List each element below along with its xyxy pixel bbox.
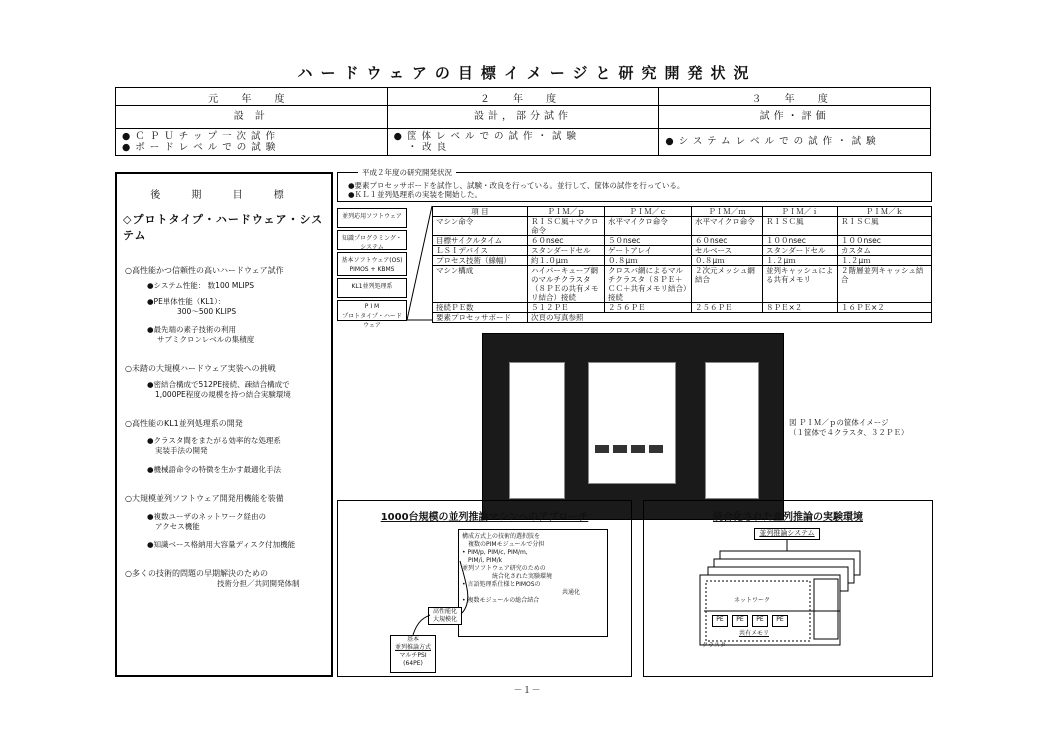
phase-detail-line: ●システムレベルでの試作・試験 [665, 136, 881, 147]
caption-line: （１筐体で４クラスタ、３２ＰＥ） [789, 428, 909, 437]
goal-item: 1,000PE程度の規模を持つ結合実験環境 [155, 390, 291, 399]
goal-item: ●密結合構成で512PE接続、疎結合構成で [147, 380, 290, 389]
column-header: ＰＩＭ／ｋ [838, 207, 932, 217]
status-box [337, 168, 932, 202]
table-cell: ５１２ＰＥ [528, 303, 605, 313]
table-cell: ２５６ＰＥ [692, 303, 763, 313]
table-cell: １６ＰＥ×２ [838, 303, 932, 313]
pe-box: PE [752, 615, 768, 627]
goal-item: ●機械語命令の特徴を生かす最適化手法 [147, 465, 282, 474]
pim-spec-table [432, 206, 932, 323]
column-header: ＰＩＭ／ｃ [605, 207, 692, 217]
table-cell: 約１.０μｍ [528, 256, 605, 266]
cabinet-panel [509, 362, 565, 499]
status-line: ●要素プロセッサボードを試作し、試験・改良を行っている。並行して、筐体の試作を行っている。 [348, 181, 685, 190]
phase-detail [116, 129, 388, 155]
cluster-label: クラスタ [702, 642, 726, 649]
environment-diagram [643, 500, 933, 677]
table-cell: ０.８μｍ [605, 256, 692, 266]
phase-detail-row [116, 129, 930, 155]
panel-title: 後 期 目 標 [150, 190, 298, 201]
status-heading: 平成２年度の研究開発状況 [358, 167, 456, 178]
phase-table [115, 87, 931, 156]
table-cell: ２次元メッシュ網結合 [692, 266, 763, 303]
cabinet-panel [588, 362, 676, 484]
panel-subtitle: ◇プロトタイプ・ハードウェア・システム [123, 213, 324, 242]
phase-goal: 試作・評価 [759, 111, 830, 122]
table-cell: １００nsec [838, 236, 932, 246]
table-cell: ゲートアレイ [605, 246, 692, 256]
table-cell: ＲＩＳＣ風＋マクロ命令 [528, 217, 605, 236]
goal-section [117, 363, 331, 400]
goal-item: ●PE単体性能（KL1）： [147, 297, 226, 306]
table-cell: ８ＰＥ×２ [763, 303, 838, 313]
goal-item: ●複数ユーザのネットワーク経由の [147, 512, 267, 521]
table-cell: １００nsec [763, 236, 838, 246]
table-cell: 目標サイクルタイム [433, 236, 528, 246]
table-cell: クロスバ網によるマルチクラスタ（８ＰＥ＋ＣＣ＋共有メモリ結合）接続 [605, 266, 692, 303]
table-row [433, 313, 932, 323]
page-number: －１－ [513, 686, 541, 696]
network-label: ネットワーク [733, 597, 770, 604]
goal-section [117, 265, 331, 345]
column-header: 項 目 [433, 207, 528, 217]
goal-heading: ○多くの技術的問題の早期解決のための [125, 569, 268, 578]
approach-diagram [337, 500, 632, 677]
table-cell: 次頁の写真参照 [528, 313, 932, 323]
table-row [433, 266, 932, 303]
box-line: マルチPSI [399, 652, 427, 659]
goal-item: 実装手法の開発 [155, 446, 208, 455]
table-cell: 並列キャッシュによる共有メモリ [763, 266, 838, 303]
diagram-title: 統合化された並列推論の実験環境 [713, 512, 863, 523]
box-line: 基本 [406, 636, 419, 643]
table-cell: セルベース [692, 246, 763, 256]
category-box: PIMOS + KBMS [337, 264, 407, 276]
phase-year-row [116, 88, 930, 106]
goal-section [117, 493, 331, 550]
box-line: PIM/i, PIM/k [468, 557, 503, 564]
phase-detail-line: ●筐体レベルでの試作・試験 [393, 131, 581, 142]
box-line: 構成方式上の技術的選択肢を [462, 533, 541, 540]
table-cell: スタンダードセル [528, 246, 605, 256]
table-cell: ＬＳＩデバイス [433, 246, 528, 256]
pe-box: PE [732, 615, 748, 627]
box-line: 並列ソフトウェア研究のための [462, 565, 546, 572]
phase-goal: 設 計 [116, 106, 388, 128]
phase-year: ３ 年 度 [751, 94, 838, 105]
table-cell: ０.８μｍ [692, 256, 763, 266]
box-line: 大規模化 [432, 616, 457, 623]
table-cell: 水平マイクロ命令 [605, 217, 692, 236]
table-cell: 接続ＰＥ数 [433, 303, 528, 313]
table-row [433, 303, 932, 313]
table-cell: 要素プロセッサボード [433, 313, 528, 323]
approach-arrows [338, 501, 633, 678]
box-line: • 複数モジュールの総合結合 [462, 597, 540, 604]
goal-item: 技術分担／共同開発体制 [217, 579, 300, 588]
phase-detail [659, 129, 930, 155]
goal-item: ●システム性能： 数100 MLIPS [147, 281, 255, 290]
table-cell: １.２μｍ [763, 256, 838, 266]
board-slots [595, 445, 665, 453]
phase-detail-line: ●ボードレベルでの試験 [122, 142, 281, 153]
category-box: P I M [337, 300, 407, 310]
box-line: 並列推論方式 [394, 644, 431, 651]
phase-detail [388, 129, 660, 155]
table-cell: ６０nsec [528, 236, 605, 246]
table-cell: ２５６ＰＥ [605, 303, 692, 313]
environment-drawing [644, 501, 934, 678]
table-cell: マシン構成 [433, 266, 528, 303]
later-goals-panel [115, 172, 333, 677]
table-cell: ６０nsec [692, 236, 763, 246]
box-line: • 言語処理系仕様とPIMOSの [462, 581, 541, 588]
goal-section [117, 418, 331, 475]
column-header: ＰＩＭ／ｐ [528, 207, 605, 217]
bracket-lines [407, 204, 433, 324]
table-row [433, 236, 932, 246]
table-cell: ２階層並列キャッシュ結合 [838, 266, 932, 303]
goal-item: アクセス機能 [155, 522, 200, 531]
box-line: 共通化 [562, 589, 581, 596]
category-box: KL1並列処理系 [337, 278, 407, 298]
table-row [433, 217, 932, 236]
goal-item: 300～500 KLIPS [177, 307, 237, 316]
goal-section [117, 568, 331, 589]
goal-heading: ○大規模並列ソフトウェア開発用機能を装備 [125, 494, 284, 503]
column-header: ＰＩＭ／ｍ [692, 207, 763, 217]
table-cell: ＲＩＳＣ風 [838, 217, 932, 236]
phase-detail-line: ●ＣＰＵチップ一次試作 [122, 131, 281, 142]
goal-heading: ○高性能かつ信頼性の高いハードウェア試作 [125, 266, 284, 275]
box-line: 複数のPIMモジュールで分担 [468, 541, 545, 548]
category-box: 並列応用ソフトウェア [337, 208, 407, 228]
goal-item: ●クラスタ間をまたがる効率的な処理系 [147, 436, 281, 445]
phase-detail-line: ・改良 [407, 142, 452, 153]
table-cell: ５０nsec [605, 236, 692, 246]
status-line: ●ＫＬ１並列処理系の実装を開始した。 [348, 190, 483, 199]
diagram-title: 1000台規模の並列推論マシンへのアプローチ [380, 512, 589, 523]
goal-heading: ○高性能のKL1並列処理系の開発 [125, 419, 243, 428]
shared-memory-label: 共有メモリ [738, 630, 769, 637]
table-header-row [433, 207, 932, 217]
goal-heading: ○未踏の大規模ハードウェア実装への挑戦 [125, 364, 276, 373]
phase-goal: 設計，部分試作 [388, 106, 660, 128]
table-cell: マシン命令 [433, 217, 528, 236]
phase-year: ２ 年 度 [388, 88, 660, 105]
table-row [433, 256, 932, 266]
goal-item: ●最先端の素子技術の利用 [147, 325, 237, 334]
page-title: ハードウェアの目標イメージと研究開発状況 [297, 64, 757, 82]
caption-line: 図 ＰＩＭ／ｐの筐体イメージ [789, 418, 889, 427]
category-box: 知識プログラミング・システム [337, 230, 407, 250]
table-cell: ＲＩＳＣ風 [763, 217, 838, 236]
table-cell: カスタム [838, 246, 932, 256]
table-cell: 水平マイクロ命令 [692, 217, 763, 236]
system-label: 並列推論システム [754, 528, 820, 540]
photo-caption [789, 418, 908, 438]
table-cell: ハイパーキューブ網のマルチクラスタ（８ＰＥの共有メモリ結合）接続 [528, 266, 605, 303]
pe-box: PE [712, 615, 728, 627]
phase-goal-row [116, 106, 930, 129]
cabinet-panel [705, 362, 759, 499]
category-box: プロトタイプ・ハードウェア [337, 309, 407, 321]
goal-item: ●知識ベース格納用大容量ディスク付加機能 [147, 540, 296, 549]
table-cell: プロセス技術（線幅） [433, 256, 528, 266]
pe-box: PE [772, 615, 788, 627]
column-header: ＰＩＭ／ｉ [763, 207, 838, 217]
box-line: 統合化された実験環境 [492, 573, 553, 580]
box-line: 高性能化 [432, 608, 457, 615]
box-line: • PIM/p, PIM/c, PIM/m, [462, 549, 528, 556]
goal-item: サブミクロンレベルの集積度 [157, 335, 255, 344]
table-cell: スタンダードセル [763, 246, 838, 256]
category-box: 基本ソフトウェア(OS) [337, 252, 407, 266]
table-cell: １.２μｍ [838, 256, 932, 266]
cabinet-photo [482, 333, 784, 520]
table-row [433, 246, 932, 256]
box-line: (64PE) [403, 660, 423, 667]
phase-year: 元 年 度 [116, 88, 388, 105]
